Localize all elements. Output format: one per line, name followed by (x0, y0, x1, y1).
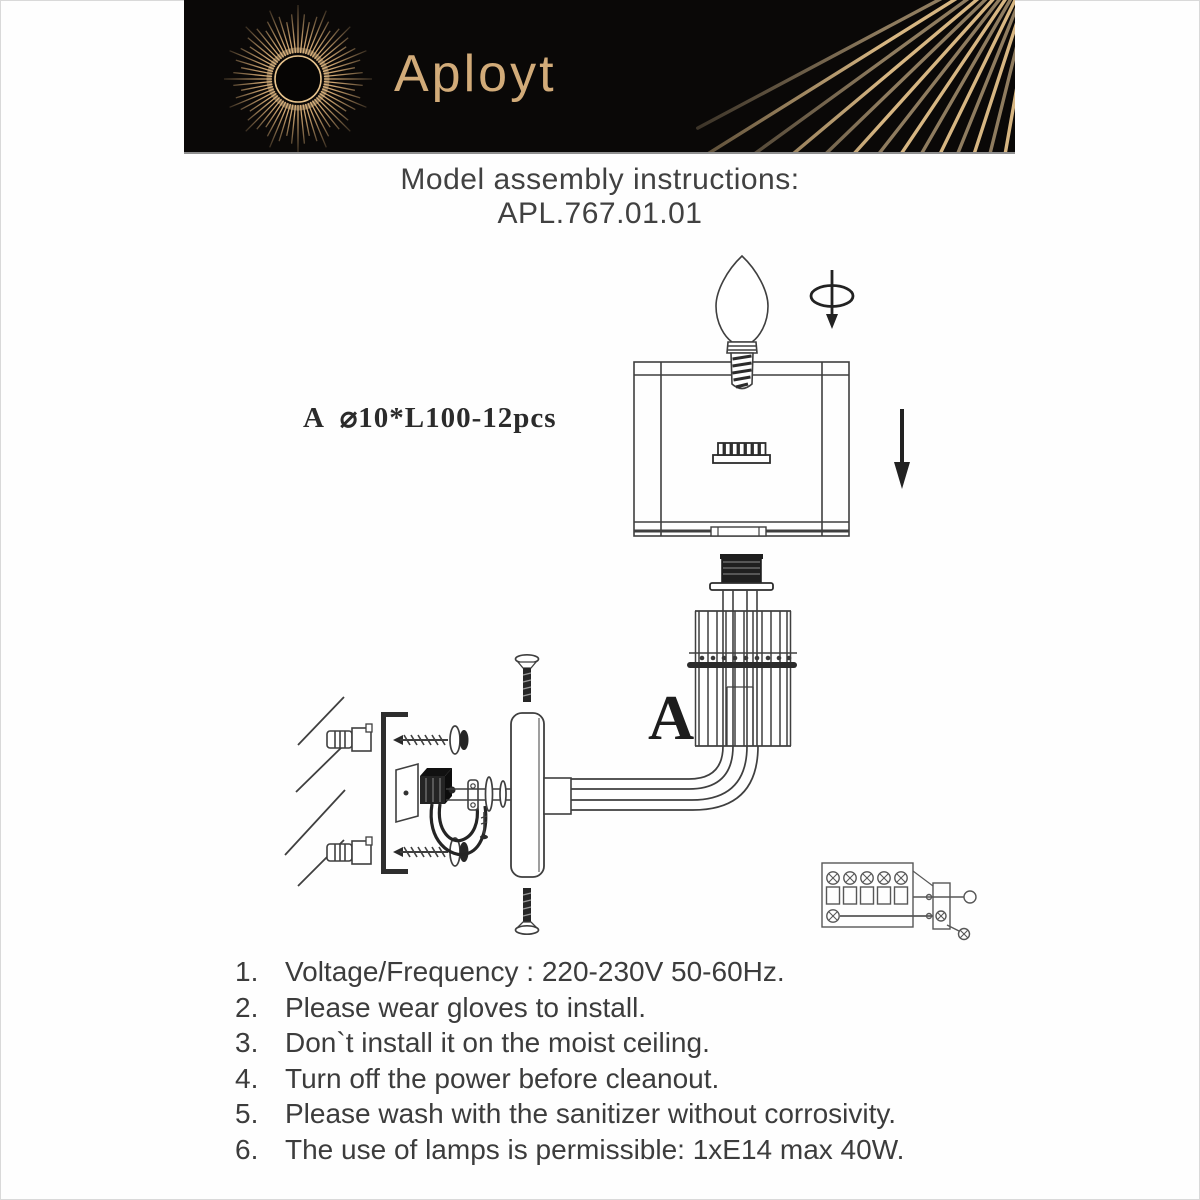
wall-anchor-top (327, 724, 372, 751)
sconce-drawing (687, 554, 797, 746)
down-arrow-icon (894, 409, 910, 489)
wall-anchor-bottom (327, 837, 372, 864)
list-item (235, 954, 1025, 990)
banner-decoration (184, 0, 1015, 152)
terminal-block-diagram (822, 863, 976, 940)
wall-plate-drawing (511, 713, 571, 877)
screw-spec-label: A ⌀10*L100-12pcs (303, 402, 557, 434)
page-title: Model assembly instructions: (400, 163, 800, 196)
mounting-bracket-drawing (381, 712, 408, 874)
item-number: 4. (235, 1062, 259, 1094)
item-text: Turn off the power before cleanout. (285, 1062, 720, 1094)
item-number: 1. (235, 956, 259, 987)
rotate-arrow-icon (811, 270, 853, 329)
brand-banner (184, 0, 1015, 154)
item-text: The use of lamps is permissible: 1xE14 max 40W. (285, 1133, 905, 1165)
wood-screw-bottom (393, 838, 469, 866)
list-item (235, 990, 1025, 1026)
instruction-list (235, 954, 1025, 1167)
bead-band (700, 656, 792, 661)
list-item (235, 1096, 1025, 1132)
socket-collar-drawing (713, 443, 770, 463)
item-text: Please wash with the sanitizer without corrosivity. (285, 1098, 897, 1129)
list-item (235, 1132, 1025, 1168)
item-number: 3. (235, 1027, 259, 1058)
mounting-screw-top (516, 655, 539, 702)
lampshade-box-drawing (634, 362, 849, 536)
item-text: Don`t install it on the moist ceiling. (285, 1027, 710, 1058)
wall-hatch (285, 697, 345, 886)
arm-tubes-drawing (571, 746, 758, 810)
list-item (235, 1061, 1025, 1097)
terminal-screws (827, 872, 907, 884)
mounting-screw-bottom (516, 888, 539, 934)
item-text: Please wear gloves to install. (285, 991, 647, 1023)
junction-box-drawing (396, 764, 511, 855)
brand-wordmark: Aployt (394, 45, 557, 103)
section-a-label: A (648, 682, 695, 753)
item-number: 2. (235, 991, 259, 1023)
item-text: Voltage/Frequency : 220-230V 50-60Hz. (285, 956, 785, 987)
item-number: 5. (235, 1098, 259, 1129)
model-number: APL.767.01.01 (497, 197, 703, 230)
list-item (235, 1025, 1025, 1061)
wood-screw-top (393, 726, 469, 754)
title-block (0, 163, 1200, 231)
item-number: 6. (235, 1133, 259, 1165)
bulb-drawing (716, 256, 768, 389)
